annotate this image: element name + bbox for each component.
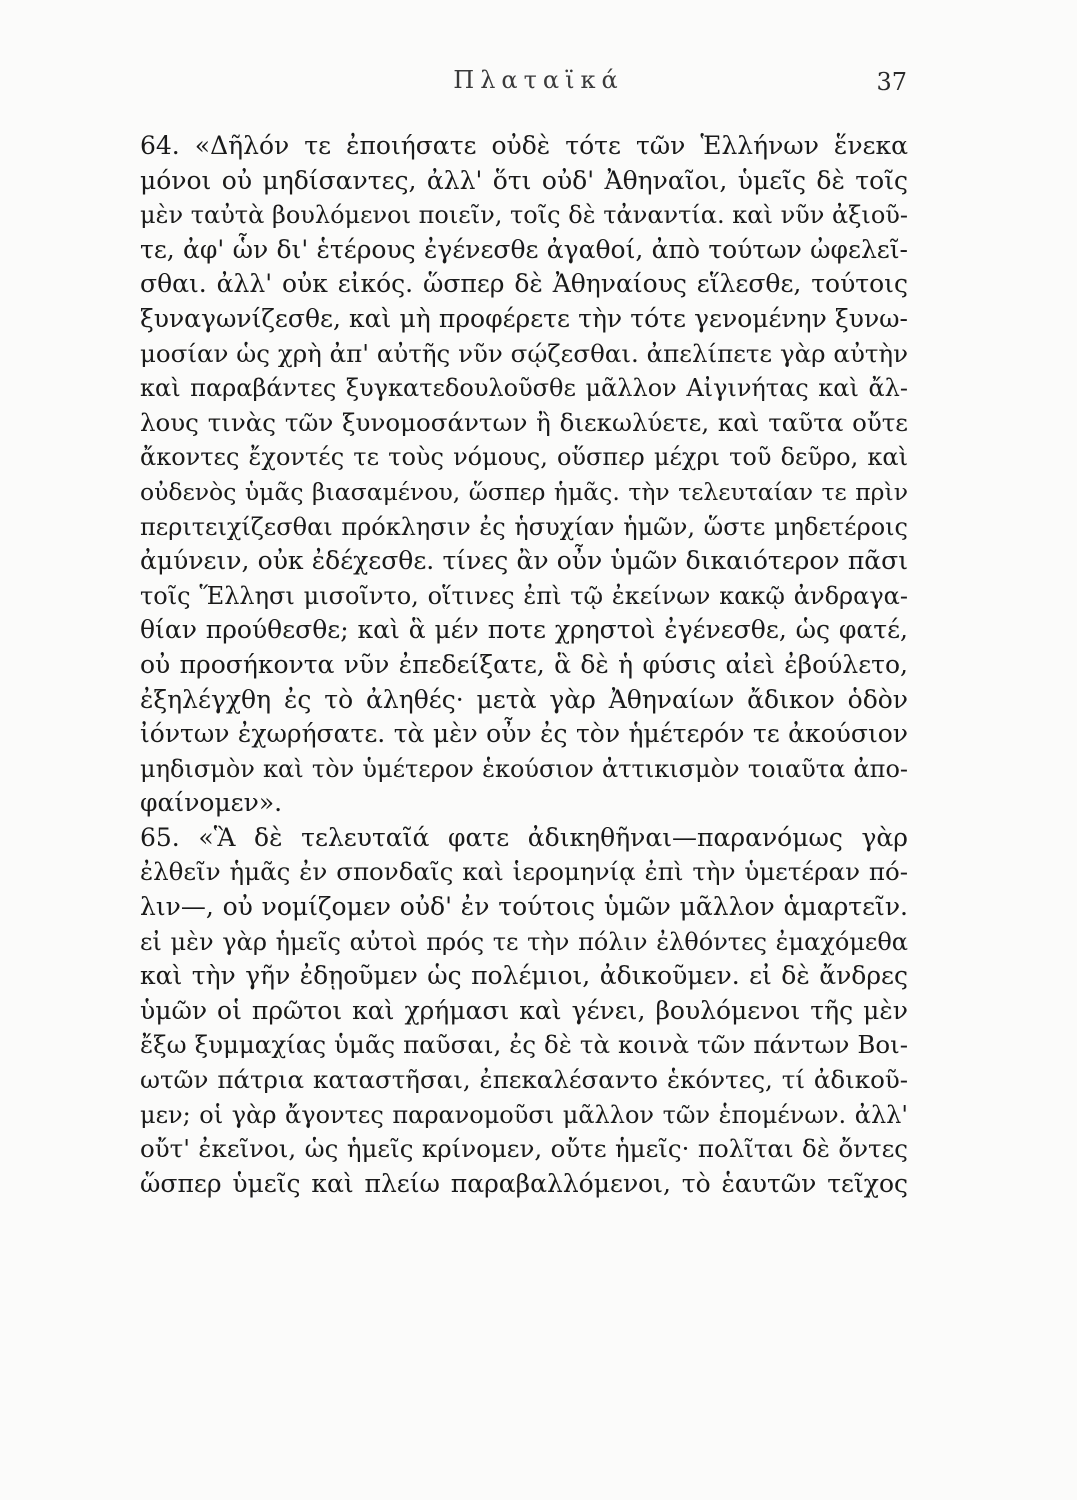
text-line: τοῖς Ἕλλησι μισοῖντο, οἵτινες ἐπὶ τῷ ἐκείνων κακῷ ἀνδραγα-	[140, 581, 908, 610]
text-line: ὑμῶν οἱ πρῶτοι καὶ χρήμασι καὶ γένει, βουλόμενοι τῆς μὲν	[140, 995, 908, 1025]
text-line: εἰ μὲν γὰρ ἡμεῖς αὐτοὶ πρός τε τὴν πόλιν ἐλθόντες ἐμαχόμεθα	[140, 927, 908, 956]
text-line: μὲν ταὐτὰ βουλόμενοι ποιεῖν, τοῖς δὲ τἀναντία. καὶ νῦν ἀξιοῦ-	[140, 201, 908, 230]
text-line: ἰόντων ἐχωρήσατε. τὰ μὲν οὖν ἐς τὸν ἡμέτερόν τε ἀκούσιον	[140, 719, 908, 749]
text-line: μοσίαν ὡς χρὴ ἀπ' αὐτῆς νῦν σῴζεσθαι. ἀπελίπετε γὰρ αὐτὴν	[140, 338, 908, 368]
text-line: οὐδενὸς ὑμᾶς βιασαμένου, ὥσπερ ἡμᾶς. τὴν τελευταίαν τε πρὶν	[140, 477, 908, 506]
text-line: θίαν προύθεσθε; καὶ ἃ μέν ποτε χρηστοὶ ἐγένεσθε, ὡς φατέ,	[140, 615, 908, 645]
text-line: φαίνομεν».	[140, 788, 283, 818]
running-title: Πλαταϊκά	[453, 66, 624, 94]
text-line: 65. «Ἃ δὲ τελευταῖά φατε ἀδικηθῆναι—παρανόμως γὰρ	[140, 822, 908, 852]
text-line: ωτῶν πάτρια καταστῆσαι, ἐπεκαλέσαντο ἑκόντες, τί ἀδικοῦ-	[140, 1065, 908, 1095]
text-line: μεν; οἱ γὰρ ἄγοντες παρανομοῦσι μᾶλλον τῶν ἑπομένων. ἀλλ'	[140, 1100, 908, 1129]
text-line: καὶ τὴν γῆν ἐδῃοῦμεν ὡς πολέμιοι, ἀδικοῦμεν. εἰ δὲ ἄνδρες	[140, 961, 908, 991]
text-line: ὥσπερ ὑμεῖς καὶ πλείω παραβαλλόμενοι, τὸ ἑαυτῶν τεῖχος	[140, 1168, 908, 1198]
text-line: λιν—, οὐ νομίζομεν οὐδ' ἐν τούτοις ὑμῶν μᾶλλον ἁμαρτεῖν.	[140, 892, 908, 922]
text-line: μόνοι οὐ μηδίσαντες, ἀλλ' ὅτι οὐδ' Ἀθηναῖοι, ὑμεῖς δὲ τοῖς	[140, 165, 908, 195]
text-line: καὶ παραβάντες ξυγκατεδουλοῦσθε μᾶλλον Αἰγινήτας καὶ ἄλ-	[140, 374, 908, 403]
page-number: 37	[876, 68, 907, 96]
text-line: τε, ἀφ' ὧν δι' ἑτέρους ἐγένεσθε ἀγαθοί, ἀπὸ τούτων ὠφελεῖ-	[140, 234, 908, 264]
text-line: οὐ προσήκοντα νῦν ἐπεδείξατε, ἃ δὲ ἡ φύσις αἰεὶ ἐβούλετο,	[140, 649, 908, 679]
text-line: λους τινὰς τῶν ξυνομοσάντων ἢ διεκωλύετε, καὶ ταῦτα οὔτε	[140, 407, 908, 437]
text-line: ἐξηλέγχθη ἐς τὸ ἀληθές· μετὰ γὰρ Ἀθηναίων ἄδικον ὁδὸν	[140, 684, 908, 714]
text-line: ξυναγωνίζεσθε, καὶ μὴ προφέρετε τὴν τότε γενομένην ξυνω-	[140, 303, 908, 333]
text-line: μηδισμὸν καὶ τὸν ὑμέτερον ἑκούσιον ἀττικισμὸν τοιαῦτα ἀπο-	[140, 754, 908, 783]
text-line: ἔξω ξυμμαχίας ὑμᾶς παῦσαι, ἐς δὲ τὰ κοινὰ τῶν πάντων Βοι-	[140, 1030, 908, 1060]
text-line: ἄκοντες ἔχοντές τε τοὺς νόμους, οὕσπερ μέχρι τοῦ δεῦρο, καὶ	[140, 443, 908, 472]
text-line: περιτειχίζεσθαι πρόκλησιν ἐς ἡσυχίαν ἡμῶν, ὥστε μηδετέροις	[140, 512, 908, 541]
text-line: ἐλθεῖν ἡμᾶς ἐν σπονδαῖς καὶ ἱερομηνίᾳ ἐπὶ τὴν ὑμετέραν πό-	[140, 857, 908, 887]
text-line: 64. «Δῆλόν τε ἐποιήσατε οὐδὲ τότε τῶν Ἑλλήνων ἕνεκα	[140, 131, 908, 160]
text-line: ἀμύνειν, οὐκ ἐδέχεσθε. τίνες ἂν οὖν ὑμῶν δικαιότερον πᾶσι	[140, 546, 908, 576]
text-line: οὔτ' ἐκεῖνοι, ὡς ἡμεῖς κρίνομεν, οὔτε ἡμεῖς· πολῖται δὲ ὄντες	[140, 1134, 908, 1164]
text-line: σθαι. ἀλλ' οὐκ εἰκός. ὥσπερ δὲ Ἀθηναίους εἵλεσθε, τούτοις	[140, 269, 908, 299]
main-text	[140, 129, 908, 1201]
